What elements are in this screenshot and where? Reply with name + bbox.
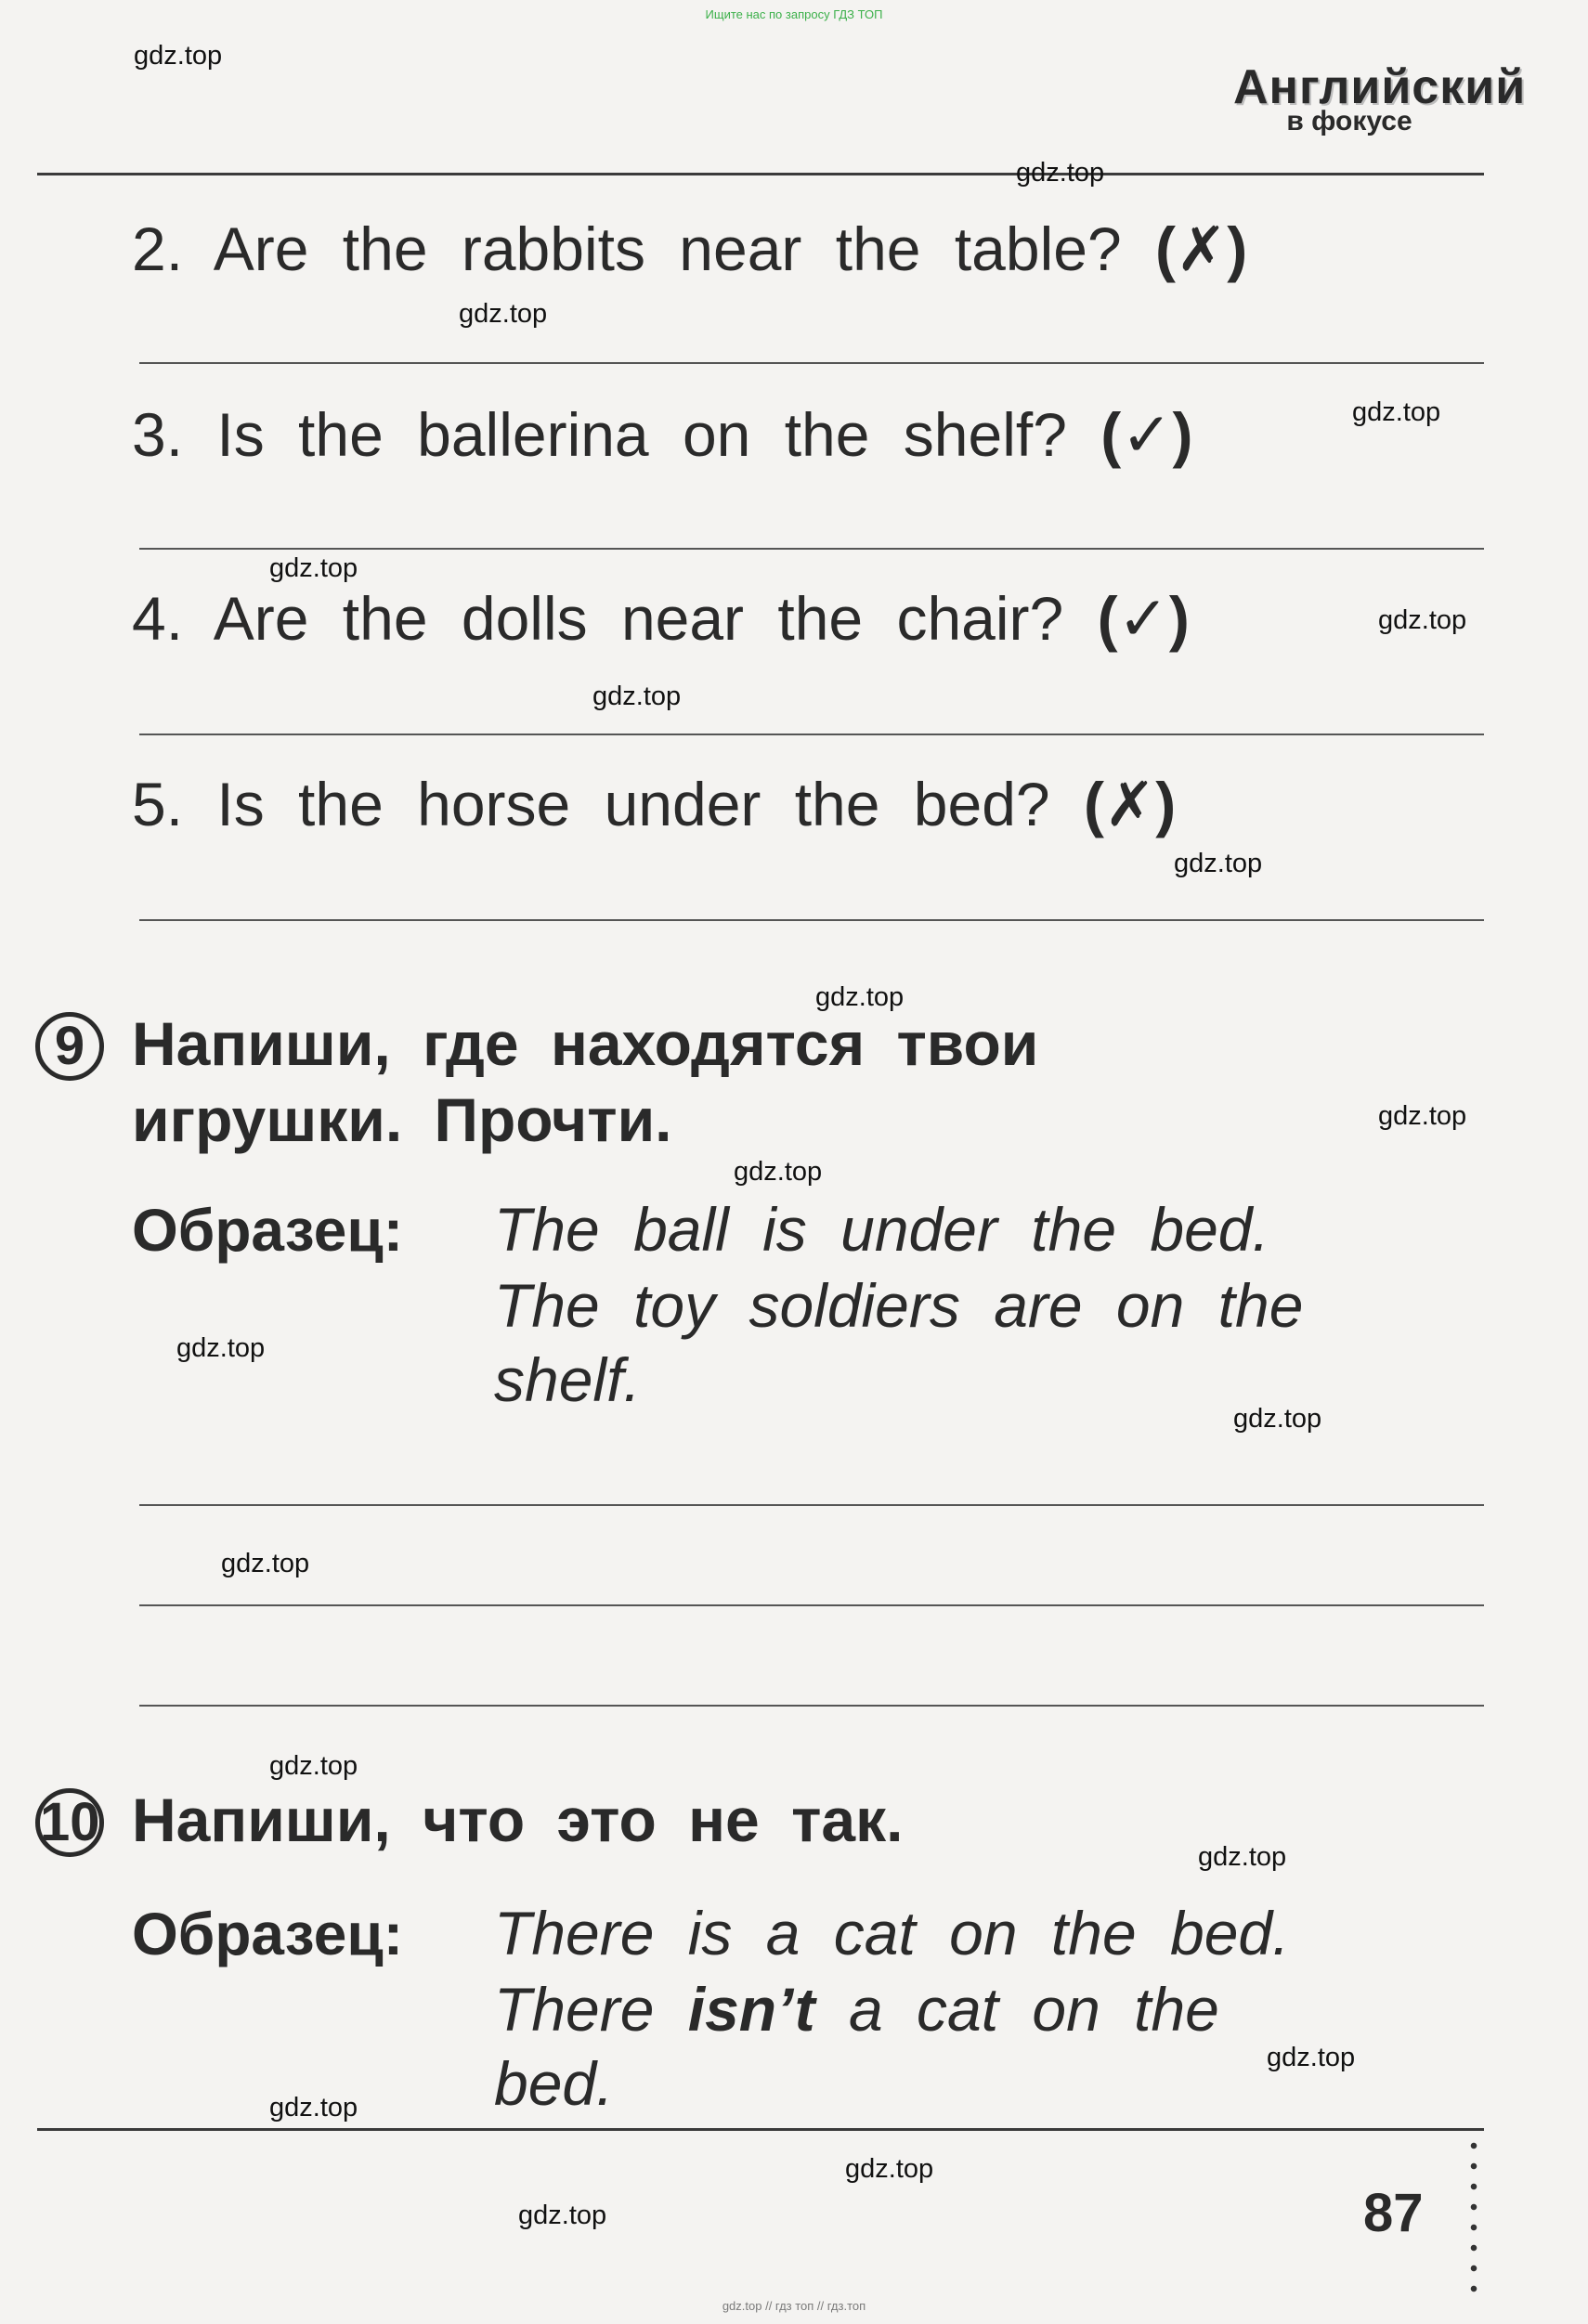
answer-line (139, 1504, 1484, 1506)
watermark: gdz.top (269, 2093, 358, 2123)
answer-line (139, 1604, 1484, 1606)
dotted-margin (1469, 2136, 1478, 2293)
exercise-10-heading: Напиши, что это не так. (132, 1785, 904, 1854)
watermark: gdz.top (845, 2154, 934, 2184)
watermark: gdz.top (1352, 397, 1441, 427)
watermark: gdz.top (734, 1157, 823, 1187)
answer-line (139, 919, 1484, 921)
book-logo (1233, 60, 1527, 136)
watermark: gdz.top (1378, 1101, 1467, 1131)
watermark: gdz.top (1267, 2043, 1356, 2072)
exercise-9-heading: Напиши, где находятся твои (132, 1009, 1039, 1078)
page-number: 87 (1363, 2183, 1424, 2243)
question-5 (132, 769, 1176, 840)
question-text: 4. Are the dolls near the chair? (132, 584, 1064, 653)
watermark: gdz.top (1198, 1842, 1287, 1872)
watermark: gdz.top (592, 682, 682, 711)
sample-label: Образец: (132, 1197, 403, 1264)
answer-line (139, 362, 1484, 364)
watermark: gdz.top (815, 982, 905, 1012)
emphasis-isnt: isn’t (687, 1975, 815, 2044)
cross-mark: (✗) (1083, 770, 1177, 838)
question-2 (132, 214, 1247, 285)
sample-line: The ball is under the bed. (494, 1195, 1269, 1264)
watermark: gdz.top (269, 553, 358, 583)
watermark: gdz.top (176, 1333, 266, 1363)
sample-line: bed. (494, 2049, 614, 2118)
watermark: gdz.top (1378, 605, 1467, 635)
watermark: gdz.top (1233, 1404, 1322, 1434)
sample-label: Образец: (132, 1901, 403, 1967)
watermark: gdz.top (269, 1751, 358, 1781)
sample-line: The toy soldiers are on the (494, 1271, 1304, 1340)
header-rule (37, 173, 1484, 175)
answer-line (139, 1705, 1484, 1707)
question-text: 2. Are the rabbits near the table? (132, 214, 1122, 283)
watermark: gdz.top (221, 1549, 310, 1578)
check-mark: (✓) (1097, 584, 1190, 653)
exercise-number-10: 10 (35, 1788, 104, 1857)
question-3 (132, 399, 1193, 471)
watermark: gdz.top (1174, 849, 1263, 878)
footer-rule (37, 2128, 1484, 2131)
cross-mark: (✗) (1155, 214, 1248, 283)
exercise-number-9: 9 (35, 1012, 104, 1081)
watermark: gdz.top (459, 299, 548, 329)
watermark: gdz.top (1016, 158, 1105, 188)
sample-line: shelf. (494, 1345, 641, 1414)
check-mark: (✓) (1100, 400, 1193, 469)
answer-line (139, 734, 1484, 735)
exercise-9-heading: игрушки. Прочти. (132, 1085, 672, 1154)
watermark: gdz.top (518, 2201, 607, 2230)
question-4 (132, 583, 1190, 655)
logo-subtitle: в фокусе (1286, 106, 1412, 136)
question-text: 3. Is the ballerina on the shelf? (132, 400, 1067, 469)
sample-line: There isn’t a cat on the (494, 1975, 1219, 2044)
answer-line (139, 548, 1484, 550)
logo-title: Английский (1233, 60, 1527, 114)
sample-line: There is a cat on the bed. (494, 1899, 1290, 1967)
bottom-banner: gdz.top // гдз топ // гдз.топ (722, 2299, 866, 2313)
watermark: gdz.top (134, 41, 223, 71)
top-banner: Ищите нас по запросу ГДЗ ТОП (705, 7, 883, 21)
question-text: 5. Is the horse under the bed? (132, 770, 1050, 838)
